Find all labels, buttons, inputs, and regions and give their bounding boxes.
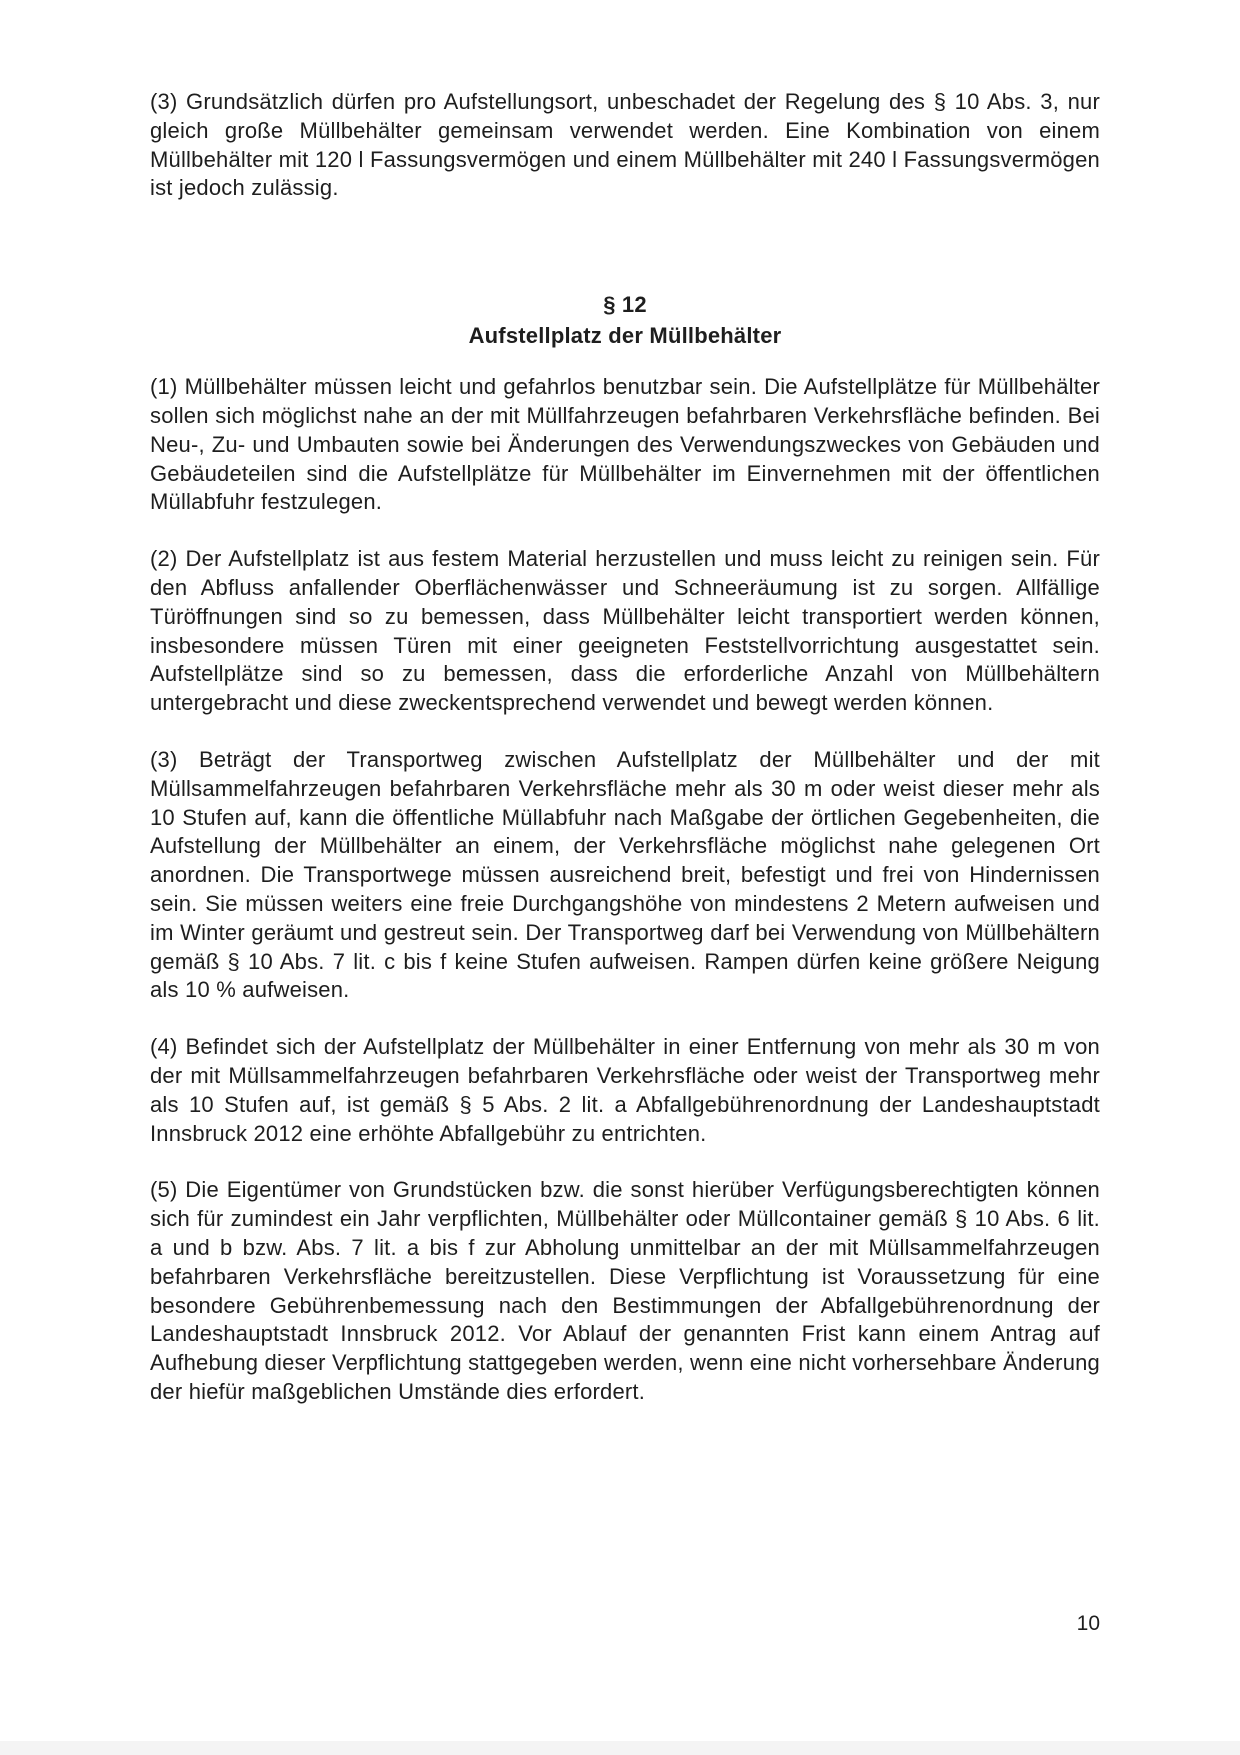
page-content (150, 88, 1100, 1407)
scan-edge (0, 1741, 1240, 1755)
section-number: § 12 (603, 292, 647, 318)
section-heading (150, 289, 1100, 351)
section-title: Aufstellplatz der Müllbehälter (468, 323, 782, 349)
paragraph-4: (4) Befindet sich der Aufstellplatz der Müllbehälter in einer Entfernung von mehr als 30 m von der mit Müllsammelfahrzeugen befahrbaren Verkehrsfläche oder weist der Transportweg mehr als 10 Stufen auf, ist gemäß § 5 Abs. 2 lit. a Abfallgebührenordnung der Landeshauptstadt Innsbruck 2012 eine erhöhte Abfallgebühr zu entrichten. (150, 1034, 1100, 1146)
page-number: 10 (1076, 1612, 1100, 1635)
intro-paragraph: (3) Grundsätzlich dürfen pro Aufstellungsort, unbeschadet der Regelung des § 10 Abs. 3, nur gleich große Müllbehälter gemeinsam verwendet werden. Eine Kombination von einem Müllbehälter mit 120 l Fassungsvermögen und einem Müllbehälter mit 240 l Fassungsvermögen ist jedoch zulässig. (150, 89, 1100, 201)
paragraph-5: (5) Die Eigentümer von Grundstücken bzw. die sonst hierüber Verfügungsberechtigten können sich für zumindest ein Jahr verpflichten, Müllbehälter oder Müllcontainer gemäß § 10 Abs. 6 lit. a und b bzw. Abs. 7 lit. a bis f zur Abholung unmittelbar an der mit Müllsammelfahrzeugen befahrbaren Verkehrsfläche bereitzustellen. Diese Verpflichtung ist Voraussetzung für eine besondere Gebührenbemessung nach den Bestimmungen der Abfallgebührenordnung der Landeshauptstadt Innsbruck 2012. Vor Ablauf der genannten Frist kann einem Antrag auf Aufhebung dieser Verpflichtung stattgegeben werden, wenn eine nicht vorhersehbare Änderung der hiefür maßgeblichen Umstände dies erfordert. (150, 1177, 1100, 1404)
paragraph-1: (1) Müllbehälter müssen leicht und gefahrlos benutzbar sein. Die Aufstellplätze für Müllbehälter sollen sich möglichst nahe an der mit Müllfahrzeugen befahrbaren Verkehrsfläche befinden. Bei Neu-, Zu- und Umbauten sowie bei Änderungen des Verwendungszweckes von Gebäuden und Gebäudeteilen sind die Aufstellplätze für Müllbehälter im Einvernehmen mit der öffentlichen Müllabfuhr festzulegen. (150, 374, 1100, 515)
paragraph-2: (2) Der Aufstellplatz ist aus festem Material herzustellen und muss leicht zu reinigen sein. Für den Abfluss anfallender Oberflächenwässer und Schneeräumung ist zu sorgen. Allfällige Türöffnungen sind so zu bemessen, dass Müllbehälter leicht transportiert werden können, insbesondere müssen Türen mit einer geeigneten Feststellvorrichtung ausgestattet sein. Aufstellplätze sind so zu bemessen, dass die erforderliche Anzahl von Müllbehältern untergebracht und diese zweckentsprechend verwendet und bewegt werden können. (150, 546, 1100, 716)
paragraph-3: (3) Beträgt der Transportweg zwischen Aufstellplatz der Müllbehälter und der mit Müllsammelfahrzeugen befahrbaren Verkehrsfläche mehr als 30 m oder weist dieser mehr als 10 Stufen auf, kann die öffentliche Müllabfuhr nach Maßgabe der örtlichen Gegebenheiten, die Aufstellung der Müllbehälter an einem, der Verkehrsfläche möglichst nahe gelegenen Ort anordnen. Die Transportwege müssen ausreichend breit, befestigt und frei von Hindernissen sein. Sie müssen weiters eine freie Durchgangshöhe von mindestens 2 Metern aufweisen und im Winter geräumt und gestreut sein. Der Transportweg darf bei Verwendung von Müllbehältern gemäß § 10 Abs. 7 lit. c bis f keine Stufen aufweisen. Rampen dürfen keine größere Neigung als 10 % aufweisen. (150, 746, 1100, 1003)
